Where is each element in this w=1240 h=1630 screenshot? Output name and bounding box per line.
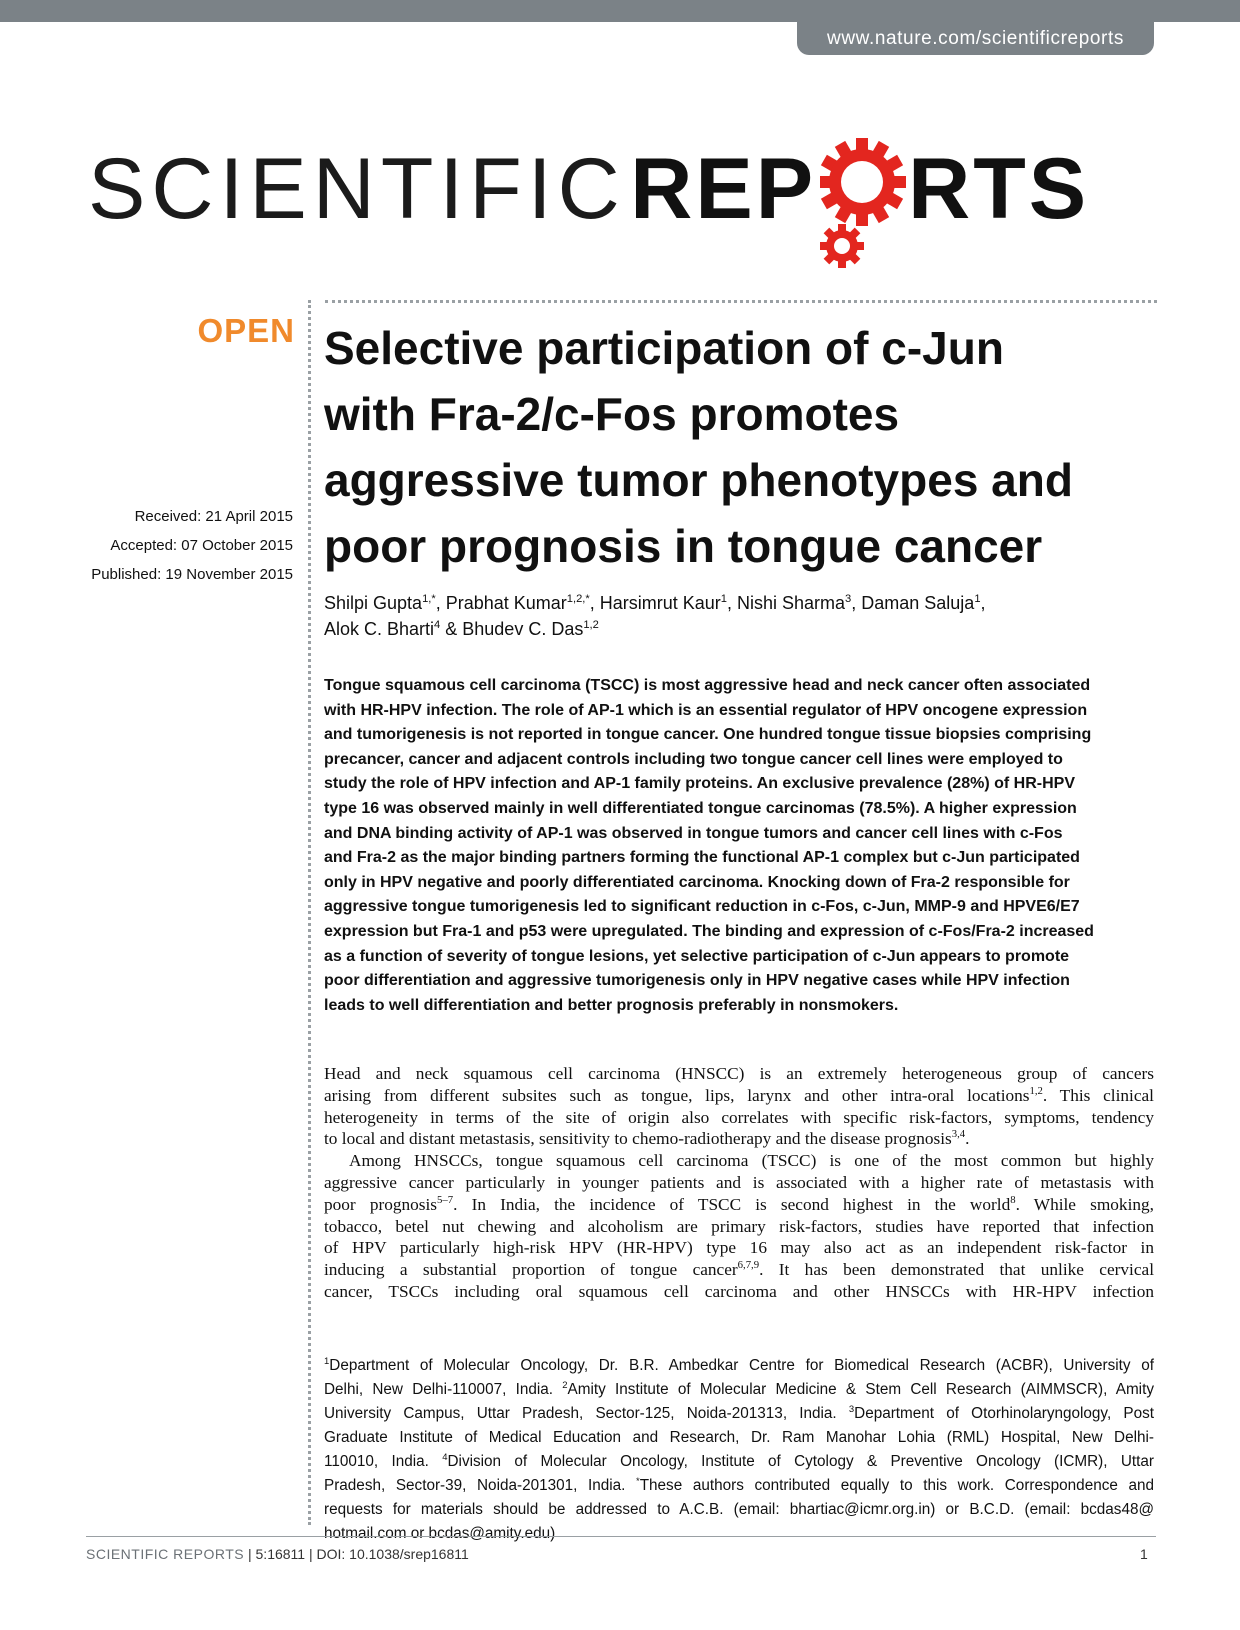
body-line: tobacco, betel nut chewing and alcoholism are primary risk-factors, studies have reported that infection [324, 1216, 1154, 1236]
affil-text: Amity Institute of Molecular Medicine & Stem Cell Research (AIMMSCR), Amity [567, 1381, 1154, 1398]
affiliations [324, 1354, 1154, 1546]
body-line [324, 1259, 1154, 1281]
author-separator: , [980, 593, 986, 613]
abstract-line: precancer, cancer and adjacent controls including two tongue cancer cell lines were employed to [324, 750, 1063, 768]
author-name: , Nishi Sharma [726, 593, 846, 613]
journal-url[interactable]: www.nature.com/scientificreports [797, 22, 1154, 55]
author-name: Alok C. Bharti [324, 619, 435, 639]
title-line: with Fra-2/c-Fos promotes [324, 388, 900, 440]
author-affil-sup: 1,2 [583, 619, 599, 631]
affil-line: hotmail.com or bcdas@amity.edu) [324, 1525, 556, 1542]
footer-doi[interactable]: 5:16811 | DOI: 10.1038/srep16811 [255, 1546, 469, 1562]
author-list [324, 590, 1154, 642]
dotted-divider-top [325, 300, 1157, 303]
abstract-line: only in HPV negative and poorly differentiated carcinoma. Knocking down of Fra-2 responsible for [324, 873, 1070, 891]
author-affil-sup: 1,2,* [566, 593, 590, 605]
body-text-span: . In India, the incidence of TSCC is second highest in the world [453, 1194, 1011, 1214]
footer-separator: | [244, 1546, 256, 1562]
logo-light-text: SCIENTIFIC [88, 141, 626, 237]
affil-line: Graduate Institute of Medical Education and Research, Dr. Ram Manohar Lohia (RML) Hospital, New Delhi- [324, 1429, 1154, 1446]
abstract-line: Tongue squamous cell carcinoma (TSCC) is most aggressive head and neck cancer often associated [324, 677, 1091, 694]
citation-sup[interactable]: 6,7,9 [737, 1259, 760, 1272]
footer-divider [86, 1536, 1156, 1537]
article-dates [60, 502, 293, 589]
affil-line: requests for materials should be addressed to A.C.B. (email: bhartiac@icmr.org.in) or B.C.D. (email: bcdas48@ [324, 1501, 1154, 1518]
author-affil-sup: 3 [845, 593, 852, 605]
affil-sup: 4 [442, 1451, 448, 1463]
author-line [324, 590, 1154, 616]
author-name: , Daman Saluja [851, 593, 975, 613]
logo-bold-right: RTS [908, 141, 1090, 237]
affil-text: Delhi, New Delhi-110007, India. [324, 1381, 563, 1398]
title-line: aggressive tumor phenotypes and [324, 454, 1073, 506]
accepted-date: Accepted: 07 October 2015 [110, 537, 293, 554]
affil-text: 110010, India. [324, 1453, 443, 1470]
affil-text: Department of Otorhinolaryngology, Post [854, 1405, 1154, 1422]
citation-sup[interactable]: 3,4 [951, 1128, 966, 1141]
body-line: Head and neck squamous cell carcinoma (HNSCC) is an extremely heterogeneous group of cancers [324, 1064, 1154, 1083]
affil-sup: * [636, 1475, 640, 1487]
body-text-span: . While smoking, [1015, 1194, 1154, 1214]
author-line [324, 616, 1154, 642]
body-line: heterogeneity in terms of the site of origin also correlates with specific risk-factors, symptoms, tendency [324, 1107, 1154, 1127]
body-line: cancer, TSCCs including oral squamous cell carcinoma and other HNSCCs with HR-HPV infection [324, 1281, 1154, 1301]
top-bar [0, 0, 1240, 22]
citation-sup[interactable]: 5–7 [437, 1194, 454, 1207]
body-line [324, 1085, 1154, 1107]
abstract [324, 674, 1154, 1018]
author-name: , Prabhat Kumar [435, 593, 567, 613]
body-text-span: inducing a substantial proportion of tongue cancer [324, 1260, 738, 1280]
abstract-line: with HR-HPV infection. The role of AP-1 which is an essential regulator of HPV oncogene expression [324, 701, 1088, 719]
gear-icon [820, 138, 904, 222]
affil-line [324, 1474, 1154, 1498]
abstract-line: and Fra-2 as the major binding partners forming the functional AP-1 complex but c-Jun participated [324, 849, 1080, 867]
logo-bold-left: REP [630, 141, 817, 237]
author-name: Shilpi Gupta [324, 593, 423, 613]
title-line: poor prognosis in tongue cancer [324, 520, 1043, 572]
abstract-line: expression but Fra-1 and p53 were upregulated. The binding and expression of c-Fos/Fra-2 increased [324, 922, 1094, 940]
page-number: 1 [1140, 1546, 1148, 1562]
body-line [324, 1194, 1154, 1216]
author-affil-sup: 1 [720, 593, 727, 605]
body-text-span: . This clinical [1042, 1085, 1154, 1105]
dotted-divider-left [308, 300, 311, 1525]
abstract-line: and DNA binding activity of AP-1 was observed in tongue tumors and cancer cell lines with c-Fos [324, 824, 1063, 842]
received-date: Received: 21 April 2015 [134, 508, 293, 525]
affil-text: University Campus, Uttar Pradesh, Sector-125, Noida-201313, India. [324, 1405, 849, 1422]
abstract-line: as a function of severity of tongue lesions, yet selective participation of c-Jun appears to promote [324, 947, 1070, 965]
author-affil-sup: 1 [974, 593, 981, 605]
body-text-span: poor prognosis [324, 1194, 438, 1214]
author-affil-sup: 4 [434, 619, 441, 631]
body-line: Among HNSCCs, tongue squamous cell carcinoma (TSCC) is one of the most common but highly [349, 1151, 1154, 1171]
body-text-span: . It has been demonstrated that unlike cervical [759, 1260, 1154, 1280]
body-line: of HPV particularly high-risk HPV (HR-HPV) type 16 may also act as an independent risk-factor in [324, 1238, 1154, 1258]
body-line [324, 1128, 1154, 1150]
author-name: & Bhudev C. Das [440, 619, 584, 639]
title-line: Selective participation of c-Jun [324, 322, 1004, 374]
affil-line [324, 1402, 1154, 1426]
abstract-line: aggressive tongue tumorigenesis led to significant reduction in c-Fos, c-Jun, MMP-9 and HPVE6/E7 [324, 898, 1080, 916]
citation-sup[interactable]: 1,2 [1029, 1085, 1043, 1098]
affil-text: These authors contributed equally to this work. Correspondence and [639, 1477, 1154, 1494]
affil-sup: 1 [324, 1355, 330, 1367]
body-text [324, 1063, 1154, 1303]
published-date: Published: 19 November 2015 [91, 566, 293, 583]
abstract-line: poor differentiation and aggressive tumorigenesis only in HPV negative cases while HPV infection [324, 972, 1070, 990]
body-text-span: to local and distant metastasis, sensitivity to chemo-radiotherapy and the disease prognosis [324, 1129, 952, 1149]
footer-citation [86, 1546, 469, 1562]
affil-line [324, 1378, 1154, 1402]
footer-journal: SCIENTIFIC REPORTS [86, 1546, 245, 1562]
affil-sup: 2 [562, 1379, 568, 1391]
journal-logo [88, 138, 1089, 278]
body-text-span: arising from different subsites such as tongue, lips, larynx and other intra-oral locations [324, 1085, 1030, 1105]
body-line: aggressive cancer particularly in younger patients and is associated with a higher rate of metastasis with [324, 1172, 1154, 1192]
affil-text: Department of Molecular Oncology, Dr. B.R. Ambedkar Centre for Biomedical Research (ACBR), University of [329, 1357, 1154, 1374]
citation-sup[interactable]: 8 [1010, 1194, 1016, 1207]
abstract-line: and tumorigenesis is not reported in tongue cancer. One hundred tongue tissue biopsies comprising [324, 726, 1092, 744]
author-name: , Harsimrut Kaur [589, 593, 721, 613]
affil-text: Division of Molecular Oncology, Institute of Cytology & Preventive Oncology (ICMR), Uttar [447, 1453, 1154, 1470]
open-access-label: OPEN [197, 312, 295, 349]
affil-sup: 3 [848, 1403, 855, 1415]
abstract-line: type 16 was observed mainly in well differentiated tongue carcinomas (78.5%). A higher expression [324, 799, 1077, 817]
affil-text: Pradesh, Sector-39, Noida-201301, India. [324, 1477, 637, 1494]
body-text-span: . [965, 1129, 970, 1149]
article-title [324, 315, 1154, 579]
abstract-line: leads to well differentiation and better prognosis preferably in nonsmokers. [324, 996, 899, 1014]
affil-line [324, 1354, 1154, 1378]
abstract-line: study the role of HPV infection and AP-1 family proteins. An exclusive prevalence (28%) of HR-HPV [324, 775, 1075, 793]
author-affil-sup: 1,* [422, 593, 436, 605]
affil-line [324, 1450, 1154, 1474]
